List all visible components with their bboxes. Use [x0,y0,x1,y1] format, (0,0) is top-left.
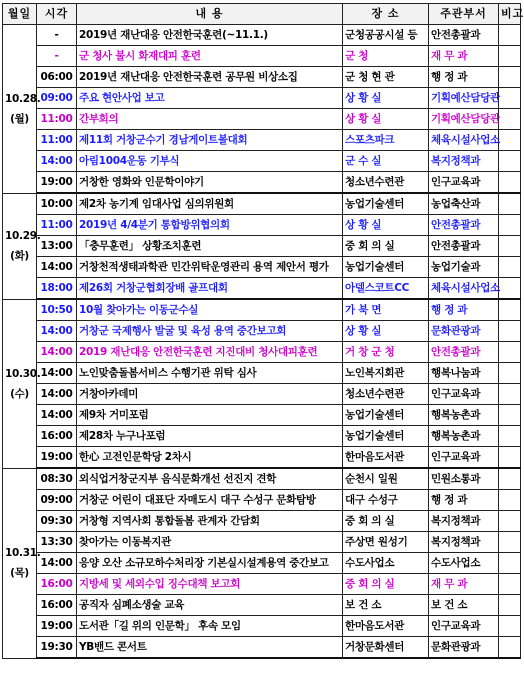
place-cell: 농업기술센터 [343,193,429,215]
dept-cell: 기획예산담당관 [429,88,499,109]
table-row [3,553,521,574]
dept-cell: 복지정책과 [429,151,499,172]
dept-cell: 수도사업소 [429,553,499,574]
dept-cell: 민원소통과 [429,468,499,490]
dept-cell: 보 건 소 [429,595,499,616]
content-cell: 도서관「길 위의 인문학」 후속 모임 [77,616,343,637]
content-cell: 거창군 국제행사 발굴 및 육성 용역 중간보고회 [77,321,343,342]
content-cell: 간부회의 [77,109,343,130]
time-cell: 11:00 [37,109,77,130]
dept-cell: 재 무 과 [429,574,499,595]
content-cell: 군 청사 불시 화재대피 훈련 [77,46,343,67]
content-cell: 제2차 농기계 임대사업 심의위원회 [77,193,343,215]
note-cell [499,342,521,363]
note-cell [499,384,521,405]
place-cell: 순천시 일원 [343,468,429,490]
dept-cell: 인구교육과 [429,447,499,469]
content-cell: 제9차 거미포럼 [77,405,343,426]
time-cell: 16:00 [37,426,77,447]
note-cell [499,490,521,511]
table-row [3,616,521,637]
place-cell: 중 회 의 실 [343,236,429,257]
table-row [3,342,521,363]
time-cell: - [37,46,77,67]
table-row [3,532,521,553]
table-row [3,447,521,469]
note-cell [499,405,521,426]
dept-cell: 행 정 과 [429,67,499,88]
time-cell: 16:00 [37,595,77,616]
table-row [3,363,521,384]
table-row [3,384,521,405]
dept-cell: 행복나눔과 [429,363,499,384]
content-cell: 거창아카데미 [77,384,343,405]
content-cell: YB밴드 콘서트 [77,637,343,659]
note-cell [499,321,521,342]
note-cell [499,299,521,321]
time-cell: 08:30 [37,468,77,490]
time-cell: 11:00 [37,130,77,151]
note-cell [499,257,521,278]
table-row [3,109,521,130]
place-cell: 상 황 실 [343,109,429,130]
table-row [3,490,521,511]
content-cell: 공직자 심폐소생술 교육 [77,595,343,616]
place-cell: 가 북 면 [343,299,429,321]
dept-cell: 안전총괄과 [429,25,499,46]
time-cell: 14:00 [37,151,77,172]
weekday-label: (화) [10,250,29,262]
note-cell [499,236,521,257]
place-cell: 상 황 실 [343,88,429,109]
table-row [3,405,521,426]
date-cell [3,468,41,658]
place-cell: 농업기술센터 [343,426,429,447]
table-row [3,511,521,532]
header-place: 장 소 [343,4,429,25]
table-row [3,426,521,447]
time-cell: 10:00 [37,193,77,215]
content-cell: 제28차 누구나포럼 [77,426,343,447]
content-cell: 2019 재난대응 안전한국훈련 지진대비 청사대피훈련 [77,342,343,363]
content-cell: 거창군 어린이 대표단 자매도시 대구 수성구 문화탐방 [77,490,343,511]
table-row [3,236,521,257]
place-cell: 대구 수성구 [343,490,429,511]
note-cell [499,637,521,659]
dept-cell: 행복농촌과 [429,405,499,426]
content-cell: 찾아가는 이동복지관 [77,532,343,553]
dept-cell: 안전총괄과 [429,342,499,363]
time-cell: 16:00 [37,574,77,595]
content-cell: 제26회 거창군협회장배 골프대회 [77,278,343,300]
place-cell: 군청공공시설 등 [343,25,429,46]
note-cell [499,447,521,469]
content-cell: 「충무훈련」 상황조치훈련 [77,236,343,257]
dept-cell: 안전총괄과 [429,215,499,236]
note-cell [499,616,521,637]
weekday-label: (월) [10,112,29,125]
table-row [3,193,521,215]
dept-cell: 행 정 과 [429,299,499,321]
date-cell [3,193,41,299]
place-cell: 거 창 군 청 [343,342,429,363]
time-cell: 19:30 [37,637,77,659]
note-cell [499,426,521,447]
time-cell: 14:00 [37,384,77,405]
note-cell [499,532,521,553]
dept-cell: 체육시설사업소 [429,278,499,300]
note-cell [499,151,521,172]
place-cell: 군 청 현 관 [343,67,429,88]
time-cell: 19:00 [37,172,77,194]
place-cell: 보 건 소 [343,595,429,616]
header-row [3,4,521,25]
content-cell: 거창형 지역사회 통합돌봄 관계자 간담회 [77,511,343,532]
dept-cell: 문화관광과 [429,637,499,659]
table-row [3,321,521,342]
dept-cell: 안전총괄과 [429,236,499,257]
content-cell: 2019년 4/4분기 통합방위협의회 [77,215,343,236]
dept-cell: 농업기술과 [429,257,499,278]
content-cell: 외식업거창군지부 음식문화개선 선진지 견학 [77,468,343,490]
place-cell: 한마음도서관 [343,616,429,637]
time-cell: 18:00 [37,278,77,300]
time-cell: 11:00 [37,215,77,236]
table-row [3,67,521,88]
content-cell: 노인맞춤돌봄서비스 수행기관 위탁 심사 [77,363,343,384]
header-dept: 주관부서 [429,4,499,25]
place-cell: 군 수 실 [343,151,429,172]
place-cell: 스포츠파크 [343,130,429,151]
date-label: 10.28. [5,92,41,105]
table-row [3,257,521,278]
time-cell: 13:00 [37,236,77,257]
date-label: 10.30. [5,367,41,380]
table-row [3,637,521,659]
place-cell: 청소년수련관 [343,384,429,405]
content-cell: 2019년 재난대응 안전한국훈련 공무원 비상소집 [77,67,343,88]
table-row [3,172,521,194]
note-cell [499,46,521,67]
header-date: 월일 [3,4,37,25]
time-cell: 10:50 [37,299,77,321]
table-row [3,574,521,595]
dept-cell: 체육시설사업소 [429,130,499,151]
content-cell: 거창천적생태과학관 민간위탁운영관리 용역 제안서 평가 [77,257,343,278]
table-row [3,130,521,151]
table-row [3,468,521,490]
content-cell: 한心 고전인문학당 2차시 [77,447,343,469]
place-cell: 청소년수련관 [343,172,429,194]
time-cell: 09:00 [37,490,77,511]
header-content: 내 용 [77,4,343,25]
table-row [3,88,521,109]
dept-cell: 인구교육과 [429,172,499,194]
date-cell [3,25,41,194]
date-label: 10.29. [5,230,41,242]
header-time: 시각 [37,4,77,25]
note-cell [499,278,521,300]
time-cell: 09:00 [37,88,77,109]
place-cell: 군 청 [343,46,429,67]
dept-cell: 행복농촌과 [429,426,499,447]
content-cell: 제11회 거창군수기 경남게이트볼대회 [77,130,343,151]
content-cell: 2019년 재난대응 안전한국훈련(~11.1.) [77,25,343,46]
content-cell: 주요 현안사업 보고 [77,88,343,109]
place-cell: 농업기술센터 [343,257,429,278]
time-cell: 19:00 [37,616,77,637]
note-cell [499,130,521,151]
dept-cell: 인구교육과 [429,616,499,637]
time-cell: 09:30 [37,511,77,532]
dept-cell: 복지정책과 [429,532,499,553]
place-cell: 중 회 의 실 [343,574,429,595]
dept-cell: 인구교육과 [429,384,499,405]
content-cell: 아림1004운동 기부식 [77,151,343,172]
note-cell [499,88,521,109]
time-cell: 19:00 [37,447,77,469]
note-cell [499,553,521,574]
date-cell [3,299,41,468]
schedule-body [3,25,521,659]
time-cell: 14:00 [37,405,77,426]
dept-cell: 농업축산과 [429,193,499,215]
place-cell: 노인복지회관 [343,363,429,384]
table-row [3,278,521,300]
note-cell [499,595,521,616]
dept-cell: 행 정 과 [429,490,499,511]
note-cell [499,109,521,130]
note-cell [499,468,521,490]
time-cell: 06:00 [37,67,77,88]
time-cell: 13:30 [37,532,77,553]
time-cell: - [37,25,77,46]
note-cell [499,193,521,215]
place-cell: 상 황 실 [343,215,429,236]
place-cell: 수도사업소 [343,553,429,574]
note-cell [499,172,521,194]
content-cell: 10월 찾아가는 이동군수실 [77,299,343,321]
table-row [3,25,521,46]
table-row [3,299,521,321]
time-cell: 14:00 [37,363,77,384]
place-cell: 중 회 의 실 [343,511,429,532]
note-cell [499,215,521,236]
note-cell [499,363,521,384]
note-cell [499,511,521,532]
place-cell: 아델스코트CC [343,278,429,300]
place-cell: 농업기술센터 [343,405,429,426]
header-note: 비고 [499,4,521,25]
content-cell: 응양 오산 소규모하수처리장 기본실시설계용역 중간보고 [77,553,343,574]
place-cell: 거창문화센터 [343,637,429,659]
table-row [3,151,521,172]
note-cell [499,67,521,88]
schedule-table [2,3,524,659]
dept-cell: 복지정책과 [429,511,499,532]
date-label: 10.31. [5,547,41,559]
table-row [3,595,521,616]
time-cell: 14:00 [37,321,77,342]
dept-cell: 재 무 과 [429,46,499,67]
time-cell: 14:00 [37,553,77,574]
table-row [3,215,521,236]
table-row [3,46,521,67]
time-cell: 14:00 [37,257,77,278]
dept-cell: 기획예산담당관 [429,109,499,130]
content-cell: 거창한 영화와 인문학이야기 [77,172,343,194]
place-cell: 상 황 실 [343,321,429,342]
time-cell: 14:00 [37,342,77,363]
weekday-label: (수) [10,387,29,400]
note-cell [499,574,521,595]
note-cell [499,25,521,46]
weekday-label: (목) [10,567,29,579]
place-cell: 주상면 원성기 [343,532,429,553]
dept-cell: 문화관광과 [429,321,499,342]
place-cell: 한마음도서관 [343,447,429,469]
content-cell: 지방세 및 세외수입 징수대책 보고회 [77,574,343,595]
